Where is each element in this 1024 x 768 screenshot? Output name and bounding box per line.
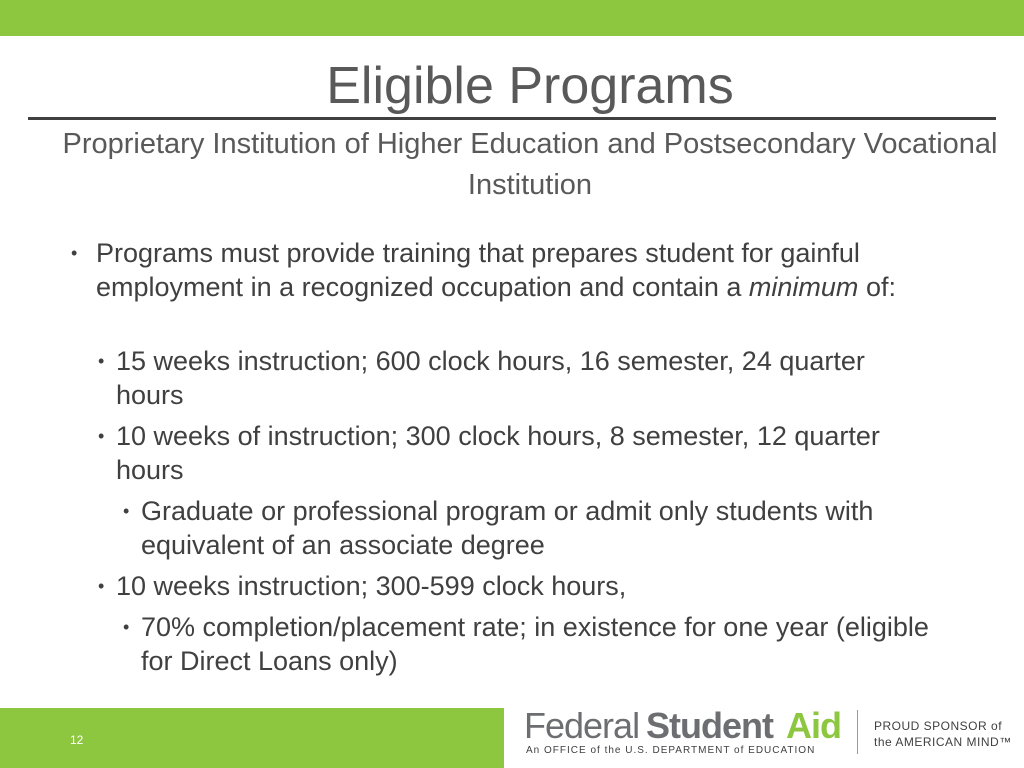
title-divider: [28, 117, 996, 120]
slide-title: Eligible Programs: [326, 57, 734, 115]
federal-student-aid-logo: [524, 705, 864, 767]
bullet-dot-icon: •: [98, 426, 105, 446]
bullet-dot-icon: •: [98, 351, 105, 371]
bullet-dot-icon: •: [98, 576, 105, 596]
slide-subtitle: Proprietary Institution of Higher Education and Postsecondary Vocational Institution: [62, 128, 998, 201]
sponsor-text: [874, 718, 1012, 750]
bullet-4-text: Graduate or professional program or admit only students with equivalent of an associate degree: [141, 496, 874, 560]
logo-federal-text: Federal: [524, 705, 640, 746]
bullet-dot-icon: •: [71, 243, 78, 263]
top-accent-bar: [0, 0, 1024, 36]
bullet-5-text: 10 weeks instruction; 300-599 clock hours,: [116, 571, 627, 601]
logo-aid-text: Aid: [786, 705, 841, 746]
bullet-item-5: [98, 569, 936, 603]
bullet-item-3: [98, 419, 936, 487]
bullet-item-6: [123, 610, 961, 678]
bullet-dot-icon: •: [123, 501, 130, 521]
bullet-item-1: [71, 236, 966, 304]
sponsor-line-2: the AMERICAN MIND™: [874, 735, 1012, 749]
bullet-1-emphasis: minimum: [748, 272, 859, 302]
page-number: 12: [70, 733, 84, 747]
footer-divider: [857, 710, 858, 754]
bullet-6-text: 70% completion/placement rate; in existence for one year (eligible for Direct Loans only): [141, 612, 929, 676]
logo-tagline: An OFFICE of the U.S. DEPARTMENT of EDUCATION: [526, 745, 816, 756]
logo-student-text: Student: [646, 705, 773, 746]
sponsor-line-1: PROUD SPONSOR of: [874, 719, 1003, 733]
bullet-1-text: Programs must provide training that prepares student for gainful employment in a recognized occupation and contain a: [96, 238, 860, 302]
bullet-item-4: [123, 494, 961, 562]
bullet-2-text: 15 weeks instruction; 600 clock hours, 16 semester, 24 quarter hours: [116, 346, 865, 410]
bullet-3-text: 10 weeks of instruction; 300 clock hours, 8 semester, 12 quarter hours: [116, 421, 880, 485]
bullet-item-2: [98, 344, 936, 412]
bullet-dot-icon: •: [123, 617, 130, 637]
bullet-1-text-end: of:: [858, 272, 896, 302]
